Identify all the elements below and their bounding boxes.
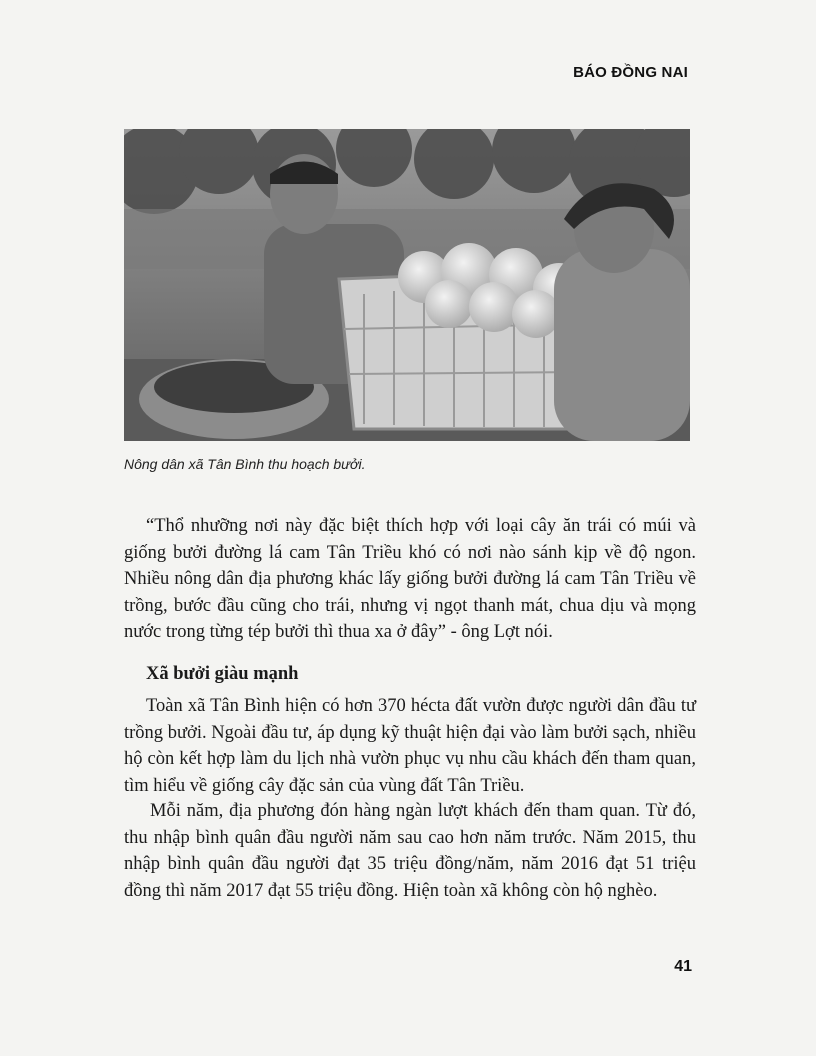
- quote-paragraph: “Thổ nhưỡng nơi này đặc biệt thích hợp với loại cây ăn trái có múi và giống bưởi đường lá cam Tân Triều khó có nơi nào sánh kịp về độ ngon. Nhiều nông dân địa phương khác lấy giống bưởi đường lá cam Tân Triều về trồng, bước đầu cũng cho trái, nhưng vị ngọt thanh mát, chua dịu và mọng nước trong từng tép bưởi thì thua xa ở đây” - ông Lợt nói.: [124, 516, 696, 642]
- woman-figure: [554, 183, 690, 441]
- photo-caption: Nông dân xã Tân Bình thu hoạch bưởi.: [124, 456, 366, 472]
- running-header: BÁO ĐỒNG NAI: [573, 64, 688, 81]
- body-paragraph-2: Toàn xã Tân Bình hiện có hơn 370 hécta đất vườn được người dân đầu tư trồng bưởi. Ngoài đầu tư, áp dụng kỹ thuật hiện đại vào làm bưởi sạch, nhiều hộ còn kết hợp làm du lịch nhà vườn phục vụ nhu cầu khách đến tham quan, tìm hiểu về giống cây đặc sản của vùng đất Tân Triều.: [124, 696, 696, 796]
- section-heading: Xã bưởi giàu mạnh: [146, 664, 299, 684]
- body-paragraph-3: Mỗi năm, địa phương đón hàng ngàn lượt khách đến tham quan. Từ đó, thu nhập bình quân đầu người năm sau cao hơn năm trước. Năm 2015, thu nhập bình quân đầu người đạt 35 triệu đồng/năm, năm 2016 đạt 51 triệu đồng thì năm 2017 đạt 55 triệu đồng. Hiện toàn xã không còn hộ nghèo.: [124, 801, 696, 901]
- page-number: 41: [674, 958, 692, 975]
- harvest-photo: [124, 129, 690, 441]
